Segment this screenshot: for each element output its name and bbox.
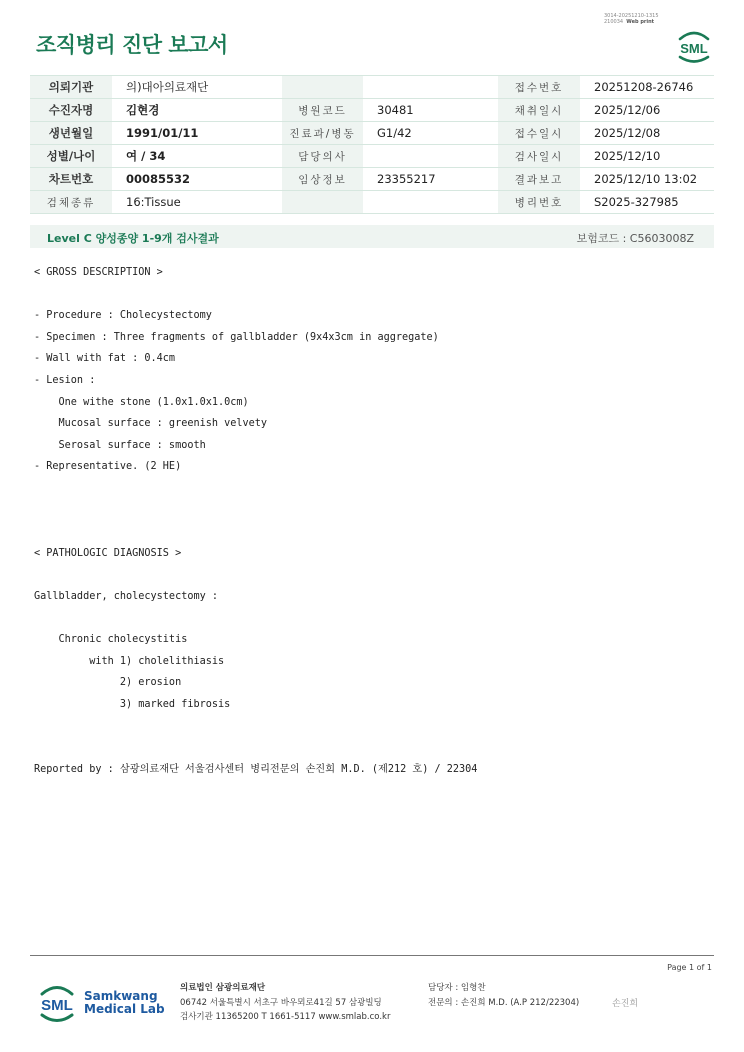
- info-value: [363, 145, 498, 168]
- info-label: 생년월일: [30, 122, 112, 145]
- sml-footer-logo: [36, 979, 78, 1027]
- info-row: [30, 168, 714, 191]
- info-label: [282, 76, 363, 99]
- info-value: 30481: [363, 99, 498, 122]
- info-value: [363, 191, 498, 214]
- page-number: Page 1 of 1: [667, 963, 712, 972]
- print-meta: [604, 13, 694, 25]
- info-label: 진료과/병동: [282, 122, 363, 145]
- info-label: 검사일시: [498, 145, 580, 168]
- info-value: 의)대아의료재단: [112, 76, 282, 99]
- info-label: 결과보고: [498, 168, 580, 191]
- print-tag: 210034 Web print: [604, 19, 655, 25]
- info-row: [30, 145, 714, 168]
- info-label: 접수번호: [498, 76, 580, 99]
- brand-name: Samkwang Medical Lab: [84, 989, 165, 1016]
- manager: 담당자 : 임형찬: [428, 983, 486, 993]
- info-value: 2025/12/10 13:02: [580, 168, 714, 191]
- test-banner: [30, 225, 714, 248]
- org-name: 의료법인 삼광의료재단: [180, 983, 266, 993]
- org-contact: 검사기관 11365200 T 1661-5117 www.smlab.co.kr: [180, 1012, 391, 1022]
- staff-info: [428, 981, 579, 1010]
- info-value: 김현경: [112, 99, 282, 122]
- info-label: 의뢰기관: [30, 76, 112, 99]
- insurance-code: 보험코드 : C5603008Z: [576, 232, 694, 245]
- info-value: 1991/01/11: [112, 122, 282, 145]
- info-label: 성별/나이: [30, 145, 112, 168]
- info-value: G1/42: [363, 122, 498, 145]
- signature: 손진희: [612, 999, 639, 1009]
- page-title: 조직병리 진단 보고서: [36, 33, 228, 57]
- info-value: 여 / 34: [112, 145, 282, 168]
- info-value: S2025-327985: [580, 191, 714, 214]
- org-address: 06742 서울특별시 서초구 바우뫼로41길 57 삼광빌딩: [180, 997, 382, 1008]
- footer-divider: [30, 955, 714, 956]
- info-label: 채취일시: [498, 99, 580, 122]
- info-label: 수진자명: [30, 99, 112, 122]
- info-label: 검체종류: [30, 191, 112, 214]
- specialist: 전문의 : 손진희 M.D. (A.P 212/22304): [428, 997, 580, 1008]
- sml-logo-text: SML: [680, 41, 708, 56]
- report-body: < GROSS DESCRIPTION > - Procedure : Cholecystectomy - Specimen : Three fragments of gallbladder (9x4x3cm in aggregate) - Wall with fat : 0.4cm - Lesion : One withe stone (1.0x1.0x1.0cm) Mucosal surface : greenish velvety Serosal surface : smooth - Representative. (2 HE) < PATHOLOGIC DIAGNOSIS > Gallbladder, cholecystectomy : Chronic cholecystitis with 1) cholelithiasis 2) erosion 3) marked fibrosis Reported by : 삼광의료재단 서울검사센터 병리전문의 손진희 M.D. (제212 호) / 22304: [34, 267, 478, 775]
- info-label: 접수일시: [498, 122, 580, 145]
- info-label: 임상정보: [282, 168, 363, 191]
- info-row: [30, 191, 714, 214]
- patient-info-table: [30, 75, 714, 214]
- info-value: 23355217: [363, 168, 498, 191]
- info-value: 2025/12/08: [580, 122, 714, 145]
- info-label: 차트번호: [30, 168, 112, 191]
- info-value: 00085532: [112, 168, 282, 191]
- info-row: [30, 99, 714, 122]
- info-row: [30, 122, 714, 145]
- test-name: Level C 양성종양 1-9개 검사결과: [47, 232, 219, 245]
- info-row: [30, 76, 714, 99]
- info-value: 16:Tissue: [112, 191, 282, 214]
- sml-footer-logo-text: SML: [41, 997, 73, 1014]
- info-value: 20251208-26746: [580, 76, 714, 99]
- info-value: 2025/12/10: [580, 145, 714, 168]
- info-label: 병리번호: [498, 191, 580, 214]
- sml-logo: [674, 26, 714, 66]
- info-label: 병원코드: [282, 99, 363, 122]
- info-label: [282, 191, 363, 214]
- org-info: [180, 981, 390, 1025]
- info-value: [363, 76, 498, 99]
- print-id: 3014-20251210-1315: [604, 13, 659, 19]
- info-label: 담당의사: [282, 145, 363, 168]
- info-value: 2025/12/06: [580, 99, 714, 122]
